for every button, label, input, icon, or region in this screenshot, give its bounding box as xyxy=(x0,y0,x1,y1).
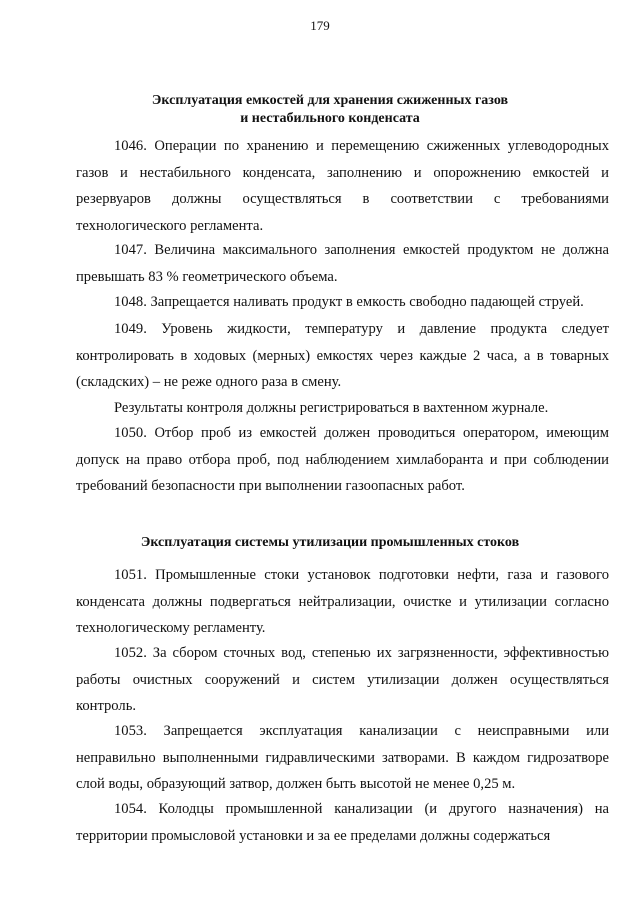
paragraph-1048: 1048. Запрещается наливать продукт в емкость свободно падающей струей. xyxy=(114,294,584,310)
section-heading-line: Эксплуатация системы утилизации промышленных стоков xyxy=(140,535,520,550)
paragraph-control-results: Результаты контроля должны регистрироваться в вахтенном журнале. xyxy=(114,400,549,416)
paragraph-1047: 1047. Величина максимального заполнения емкостей продуктом не должна превышать 83 % геометрического объема. xyxy=(76,242,609,285)
paragraph-1046: 1046. Операции по хранению и перемещению сжиженных углеводородных газов и нестабильного конденсата, заполнению и опорожнению емкостей и резервуаров должны осуществляться в соответствии с требованиями технологического регламента. xyxy=(76,138,609,234)
paragraph-1050: 1050. Отбор проб из емкостей должен проводиться оператором, имеющим допуск на право отбора проб, под наблюдением химлаборанта и при соблюдении требований безопасности при выполнении газоопасных работ. xyxy=(76,425,609,494)
page-number: 179 xyxy=(310,18,330,33)
paragraph-1051: 1051. Промышленные стоки установок подготовки нефти, газа и газового конденсата должны подвергаться нейтрализации, очистке и утилизации согласно технологическому регламенту. xyxy=(76,567,609,636)
section-heading-line: Эксплуатация емкостей для хранения сжиженных газов xyxy=(151,93,509,108)
paragraph-1053: 1053. Запрещается эксплуатация канализации с неисправными или неправильно выполненными гидравлическими затворами. В каждом гидрозатворе слой воды, образующий затвор, должен быть высотой не менее 0,25 м. xyxy=(76,723,609,792)
paragraph-1049: 1049. Уровень жидкости, температуру и давление продукта следует контролировать в ходовых (мерных) емкостях через каждые 2 часа, а в товарных (складских) – не реже одного раза в смену. xyxy=(76,321,609,390)
paragraph-1052: 1052. За сбором сточных вод, степенью их загрязненности, эффективностью работы очистных сооружений и систем утилизации должен осуществляться контроль. xyxy=(76,645,609,714)
paragraph-1054: 1054. Колодцы промышленной канализации (и другого назначения) на территории промысловой установки и за ее пределами должны содержаться xyxy=(76,801,609,844)
section-heading-storage-tanks xyxy=(60,92,600,128)
section-heading-line: и нестабильного конденсата xyxy=(240,111,420,126)
section-heading-wastewater xyxy=(60,534,600,552)
